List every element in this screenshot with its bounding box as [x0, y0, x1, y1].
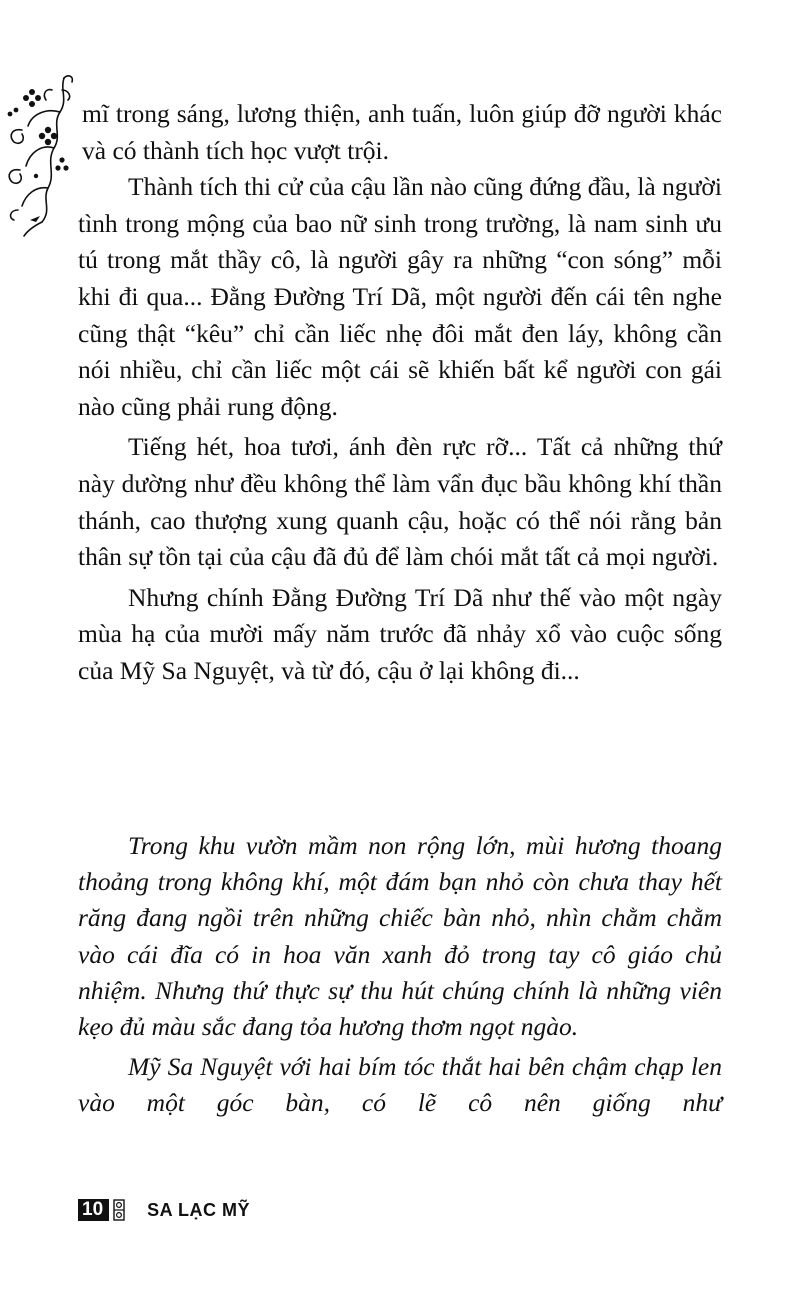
page-footer: [78, 1198, 250, 1222]
flashback-text: [78, 828, 722, 1122]
book-title: SA LẠC MỸ: [147, 1199, 250, 1220]
paragraph: Nhưng chính Đằng Đường Trí Dã như thế vào một ngày mùa hạ của mười mấy năm trước đã nhảy xổ vào cuộc sống của Mỹ Sa Nguyệt, và từ đó, cậu ở lại không đi...: [78, 582, 722, 685]
decorative-mark-icon: [113, 1199, 125, 1221]
italic-paragraph: Trong khu vườn mầm non rộng lớn, mùi hương thoang thoảng trong không khí, một đám bạn nhỏ còn chưa thay hết răng đang ngồi trên những chiếc bàn nhỏ, nhìn chằm chằm vào cái đĩa có in hoa văn xanh đỏ trong tay cô giáo chủ nhiệm. Nhưng thứ thực sự thu hút chúng chính là những viên kẹo đủ màu sắc đang tỏa hương thơm ngọt ngào.: [78, 831, 722, 1042]
page-number: 10: [78, 1199, 109, 1221]
paragraph: mĩ trong sáng, lương thiện, anh tuấn, luôn giúp đỡ người khác và có thành tích học vượt trội.: [82, 99, 722, 165]
main-text: [78, 96, 722, 690]
paragraph: Thành tích thi cử của cậu lần nào cũng đứng đầu, là người tình trong mộng của bao nữ sinh trong trường, là nam sinh ưu tú trong mắt thầy cô, là người gây ra những “con sóng” mỗi khi đi qua... Đằng Đường Trí Dã, một người đến cái tên nghe cũng thật “kêu” chỉ cần liếc nhẹ đôi mắt đen láy, không cần nói nhiều, chỉ cần liếc một cái sẽ khiến bất kể người con gái nào cũng phải rung động.: [78, 172, 722, 421]
floral-ornament-icon: [2, 70, 80, 240]
paragraph: Tiếng hét, hoa tươi, ánh đèn rực rỡ... Tất cả những thứ này dường như đều không thể làm vẩn đục bầu không khí thần thánh, cao thượng xung quanh cậu, hoặc có thể nói rằng bản thân sự tồn tại của cậu đã đủ để làm chói mắt tất cả mọi người.: [78, 432, 722, 572]
italic-paragraph: Mỹ Sa Nguyệt với hai bím tóc thắt hai bên chậm chạp len vào một góc bàn, có lẽ cô nên giống như: [78, 1052, 722, 1118]
